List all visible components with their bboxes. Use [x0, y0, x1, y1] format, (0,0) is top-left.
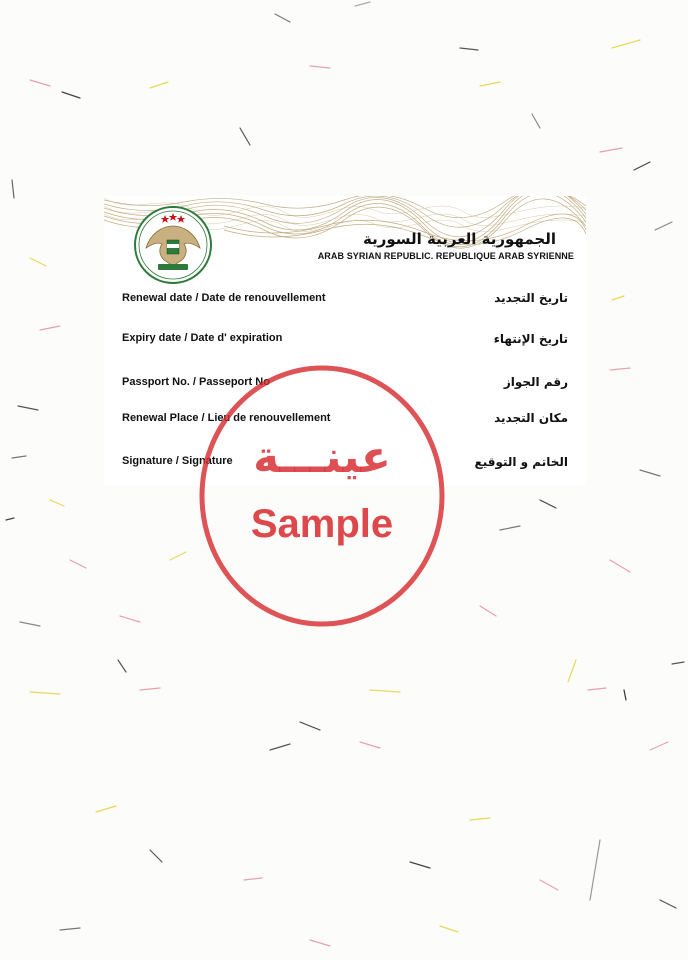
expiry-date-label: Expiry date / Date d' expiration [122, 332, 283, 344]
renewal-date-label-arabic: تاريخ التجديد [494, 291, 568, 305]
renewal-place-label: Renewal Place / Lieu de renouvellement [122, 412, 331, 424]
signature-label-arabic: الخاتم و التوقيع [474, 455, 568, 469]
renewal-page [104, 196, 586, 486]
passport-number-label: Passport No. / Passeport No [122, 376, 270, 388]
signature-label: Signature / Signature [122, 455, 233, 467]
syrian-eagle-emblem-icon [132, 204, 214, 286]
stamp-text-english: Sample [250, 502, 394, 546]
passport-number-label-arabic: رقم الجواز [503, 375, 568, 389]
renewal-date-label: Renewal date / Date de renouvellement [122, 292, 326, 304]
expiry-date-label-arabic: تاريخ الإنتهاء [493, 332, 568, 346]
renewal-place-label-arabic: مكان التجديد [494, 411, 568, 425]
republic-name-english: ARAB SYRIAN REPUBLIC. REPUBLIQUE ARAB SYRIENNE [317, 251, 574, 261]
republic-name-arabic: الجمهورية العربية السورية [363, 230, 556, 248]
stamp-text-arabic: عينـــة [253, 432, 391, 483]
